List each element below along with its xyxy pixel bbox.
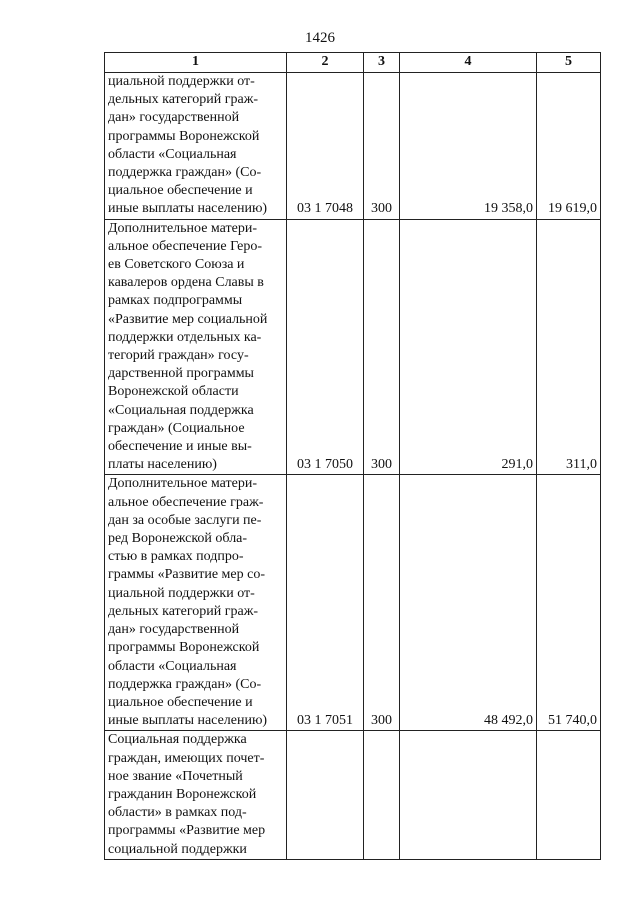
description-line: стью в рамках подпро- [108,549,244,565]
description-line: циальное обеспечение и [108,183,253,199]
description-line: «Развитие мер социальной [108,311,268,327]
description-line: иные выплаты населению) [108,201,268,217]
description-line: дельных категорий граж- [108,92,259,108]
description-line: иные выплаты населению) [108,713,268,729]
expense-kind: 300 [364,73,400,220]
amount-year-1: 48 492,0 [400,475,537,731]
description-line: альное обеспечение граж- [108,494,264,510]
description-line: программы Воронежской [108,640,260,656]
amount-year-1: 19 358,0 [400,73,537,220]
budget-table [104,52,601,860]
description-line: граждан, имеющих почет- [108,750,265,766]
description-line: ное звание «Почетный [108,768,243,784]
description-line: дан» государственной [108,110,240,126]
amount-year-2: 51 740,0 [537,475,601,731]
amount-year-2: 311,0 [537,219,601,475]
amount-year-1: 291,0 [400,219,537,475]
description-line: дарственной программы [108,366,254,382]
expense-kind: 300 [364,219,400,475]
column-header-1: 1 [105,53,287,73]
description-line: «Социальная поддержка [108,402,254,418]
row-description [105,475,287,731]
row-description [105,73,287,220]
description-line: платы населению) [108,457,217,473]
description-line: Социальная поддержка [108,732,247,748]
budget-code: 03 1 7048 [287,73,364,220]
description-line: гражданин Воронежской [108,786,257,802]
table-row [105,219,601,475]
description-line: граммы «Развитие мер со- [108,567,265,583]
description-line: ред Воронежской обла- [108,531,248,547]
description-line: рамках подпрограммы [108,293,243,309]
expense-kind [364,731,400,859]
description-line: Дополнительное матери- [108,220,258,236]
description-line: области» в рамках под- [108,805,247,821]
description-line: поддержка граждан» (Со- [108,165,262,181]
description-line: Дополнительное матери- [108,476,258,492]
description-line: области «Социальная [108,658,237,674]
description-line: дан за особые заслуги пе- [108,512,262,528]
description-line: циальной поддержки от- [108,74,255,89]
table-row [105,73,601,220]
budget-code: 03 1 7051 [287,475,364,731]
description-line: дельных категорий граж- [108,603,259,619]
column-header-2: 2 [287,53,364,73]
description-line: циальной поддержки от- [108,585,255,601]
budget-code [287,731,364,859]
column-header-4: 4 [400,53,537,73]
row-description [105,219,287,475]
description-line: области «Социальная [108,146,237,162]
row-description [105,731,287,859]
table-row [105,475,601,731]
description-line: программы Воронежской [108,128,260,144]
description-line: социальной поддержки [108,841,247,857]
column-header-3: 3 [364,53,400,73]
page-number: 1426 [305,30,335,46]
amount-year-1 [400,731,537,859]
description-line: тегорий граждан» госу- [108,348,249,364]
description-line: поддержка граждан» (Со- [108,676,262,692]
table-body [105,73,601,860]
description-line: обеспечение и иные вы- [108,439,252,455]
description-line: граждан» (Социальное [108,420,245,436]
description-line: программы «Развитие мер [108,823,266,839]
budget-code: 03 1 7050 [287,219,364,475]
column-header-5: 5 [537,53,601,73]
amount-year-2: 19 619,0 [537,73,601,220]
expense-kind: 300 [364,475,400,731]
table-row [105,731,601,859]
description-line: циальное обеспечение и [108,694,253,710]
table-header-row [105,53,601,73]
description-line: поддержки отдельных ка- [108,329,262,345]
description-line: ев Советского Союза и [108,257,245,273]
description-line: Воронежской области [108,384,239,400]
description-line: дан» государственной [108,622,240,638]
amount-year-2 [537,731,601,859]
description-line: альное обеспечение Геро- [108,238,263,254]
description-line: кавалеров ордена Славы в [108,275,264,291]
